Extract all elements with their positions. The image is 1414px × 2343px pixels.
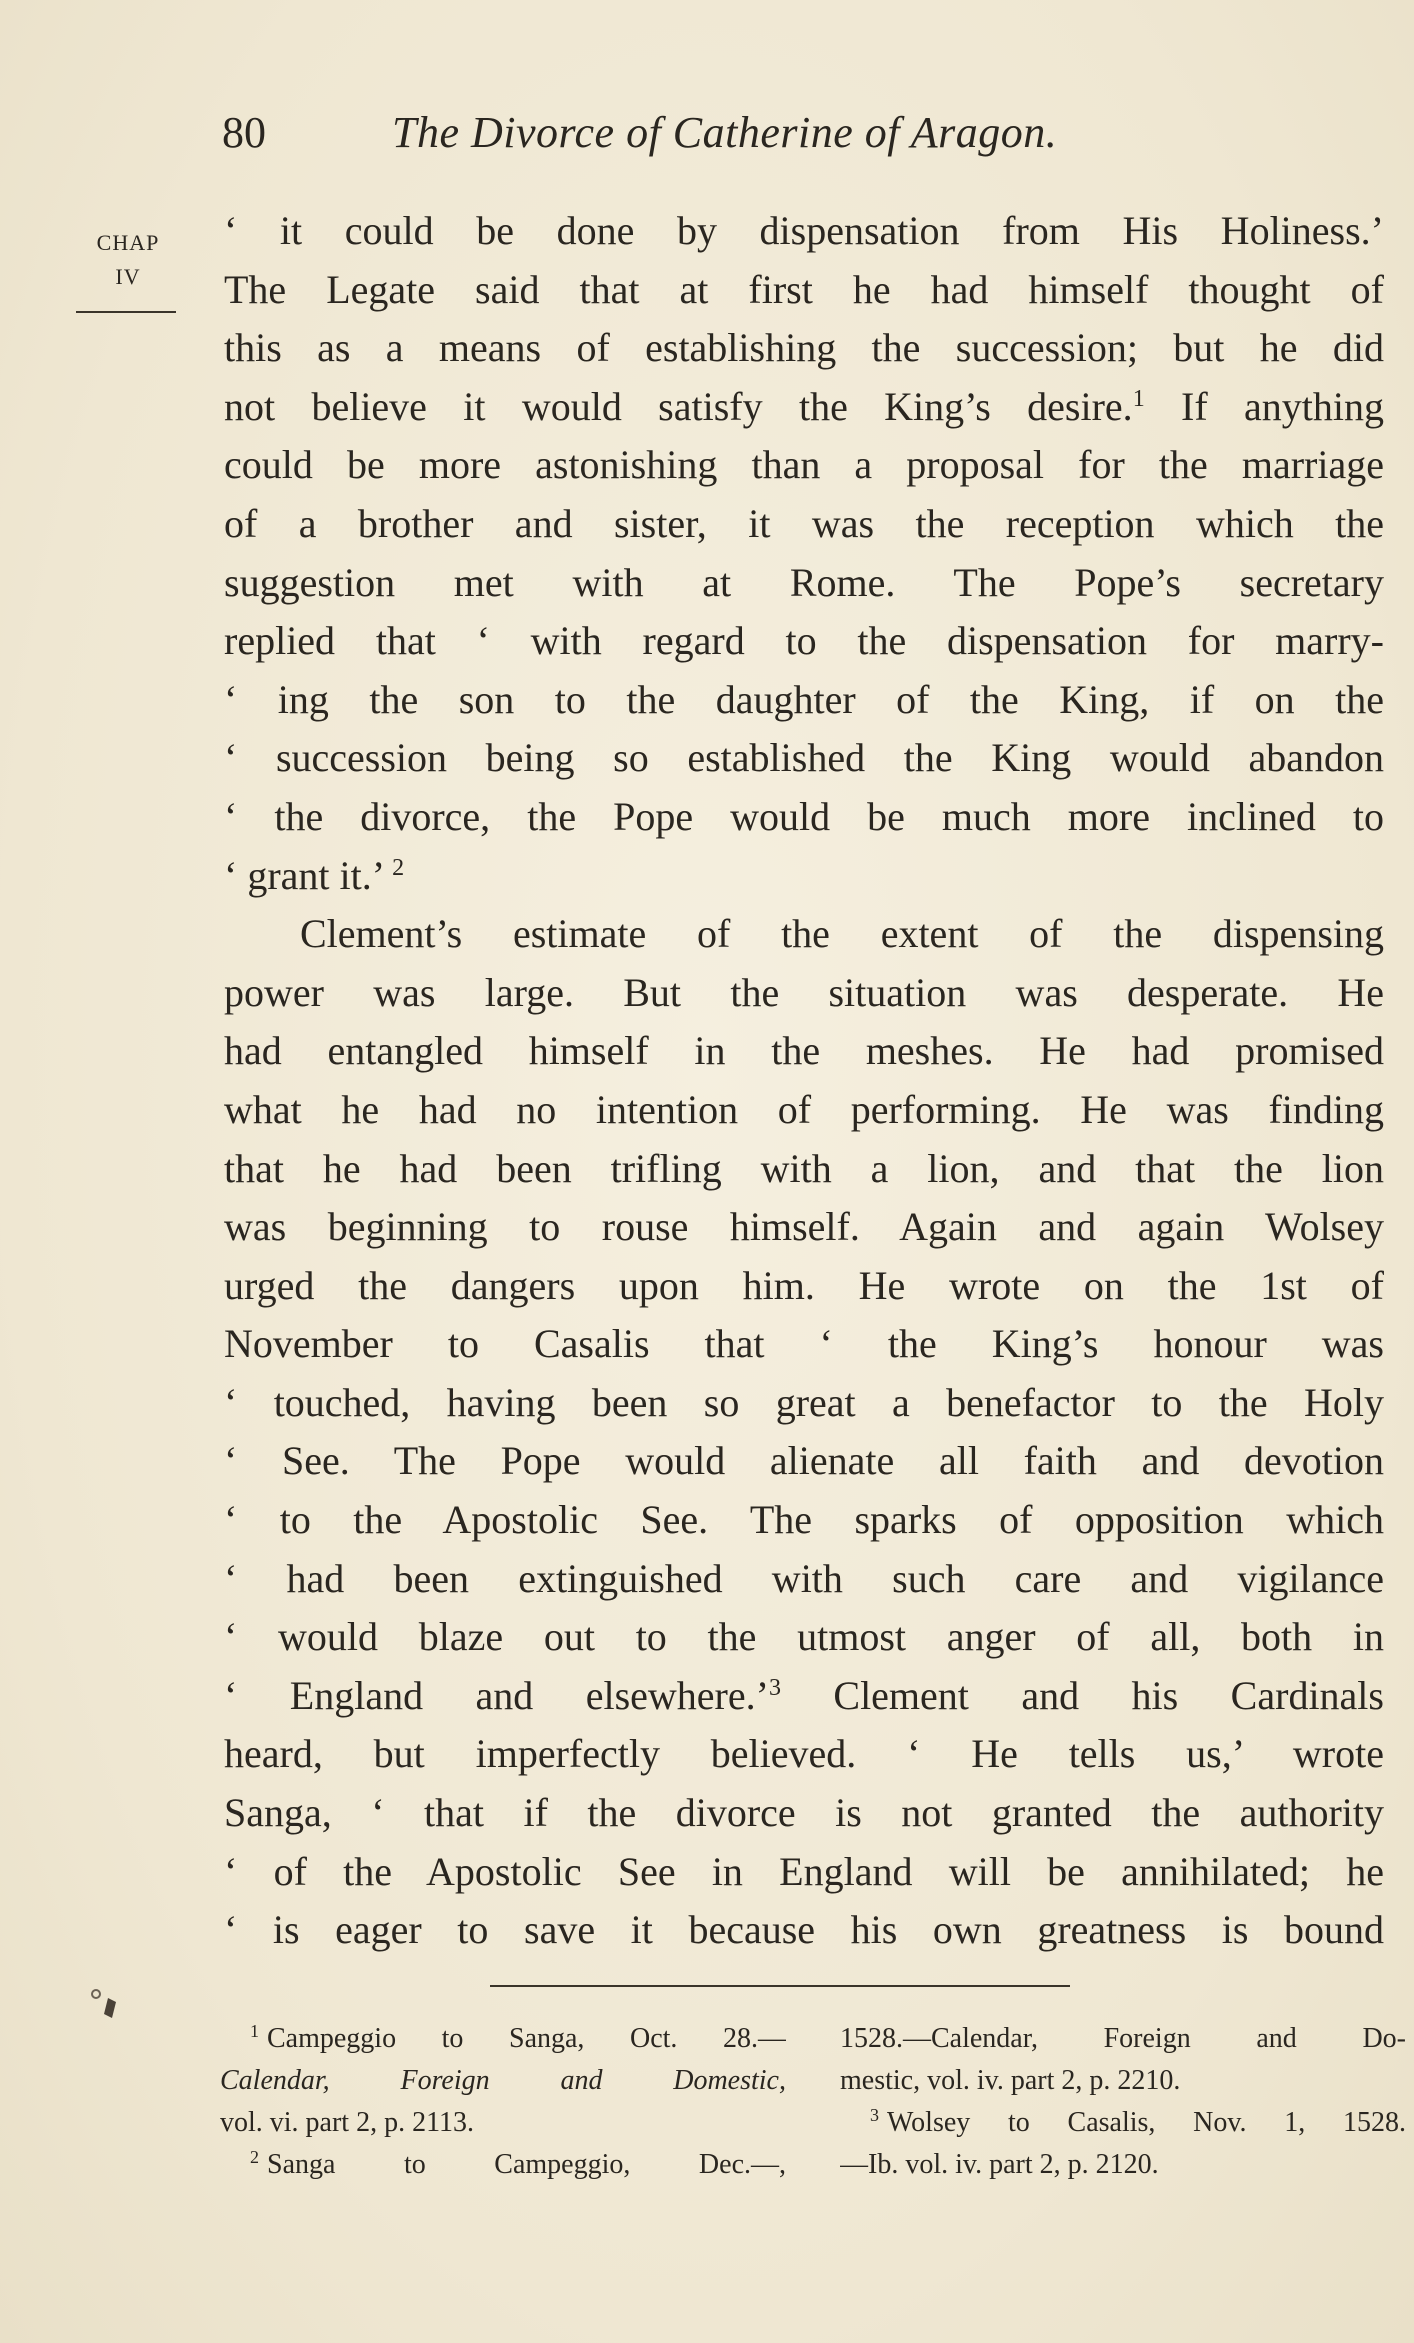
body-text — [224, 202, 1384, 1960]
text-line: ‘ the divorce, the Pope would be much more inclined to — [224, 793, 1384, 839]
text-line: urged the dangers upon him. He wrote on the 1st of — [224, 1262, 1384, 1308]
footnote-number: 3 — [870, 2105, 879, 2125]
footnote-line: Calendar, Foreign and Domestic, — [220, 2065, 786, 2096]
text-line-part: ‘ England and elsewhere.’ — [224, 1672, 769, 1718]
text-line: heard, but imperfectly believed. ‘ He tells us,’ wrote — [224, 1731, 1384, 1777]
page-number: 80 — [222, 108, 266, 157]
footnote-line: 1528.—Calendar, Foreign and Do- — [840, 2023, 1406, 2054]
footnote-line: —Ib. vol. iv. part 2, p. 2120. — [840, 2149, 1159, 2180]
text-line: had entangled himself in the meshes. He had promised — [224, 1028, 1384, 1074]
text-line: ‘ is eager to save it because his own greatness is bound — [224, 1907, 1384, 1953]
text-line: was beginning to rouse himself. Again and again Wolsey — [224, 1204, 1384, 1250]
footnote-text: Sanga to Campeggio, Dec.—, — [267, 2149, 786, 2180]
text-line: Sanga, ‘ that if the divorce is not granted the authority — [224, 1790, 1384, 1836]
chapter-label: CHAP — [96, 230, 160, 255]
footnote-text: Wolsey to Casalis, Nov. 1, 1528. — [887, 2107, 1406, 2138]
text-line: ‘ would blaze out to the utmost anger of all, both in — [224, 1614, 1384, 1660]
footnote-line — [220, 2018, 786, 2060]
text-line: ‘ had been extinguished with such care and vigilance — [224, 1555, 1384, 1601]
footnote-line: vol. vi. part 2, p. 2113. — [220, 2107, 475, 2138]
footnote-rule — [490, 1985, 1070, 1987]
footnote-marker: 1 — [1132, 385, 1145, 412]
text-line: replied that ‘ with regard to the dispensation for marry- — [224, 618, 1384, 664]
footnote-line — [840, 2102, 1406, 2144]
footnote-line — [220, 2144, 786, 2186]
text-line: ‘ it could be done by dispensation from His Holiness.’ — [224, 208, 1384, 253]
footnote-line: mestic, vol. iv. part 2, p. 2210. — [840, 2065, 1181, 2096]
footnote-number: 1 — [250, 2021, 259, 2041]
text-line-part: not believe it would satisfy the King’s desire. — [224, 383, 1133, 429]
margin-rule — [76, 311, 176, 313]
text-line: could be more astonishing than a proposal for the marriage — [224, 442, 1384, 488]
text-line: ‘ to the Apostolic See. The sparks of opposition which — [224, 1497, 1384, 1543]
text-line: The Legate said that at first he had himself thought of — [224, 266, 1384, 312]
text-line: that he had been trifling with a lion, and that the lion — [224, 1145, 1384, 1191]
footnotes — [220, 2018, 1406, 2186]
text-line: ‘ succession being so established the King would abandon — [224, 735, 1384, 781]
text-line: ‘ touched, having been so great a benefactor to the Holy — [224, 1379, 1384, 1425]
text-line: ‘ ing the son to the daughter of the King, if on the — [224, 676, 1384, 722]
paragraph-start-line: Clement’s estimate of the extent of the dispensing — [300, 911, 1384, 957]
text-line — [224, 847, 1384, 906]
text-line: what he had no intention of performing. He was finding — [224, 1086, 1384, 1132]
footnote-text: Campeggio to Sanga, Oct. 28.— — [267, 2023, 786, 2054]
text-line: of a brother and sister, it was the reception which the — [224, 500, 1384, 546]
running-header — [222, 105, 1057, 161]
text-line: ‘ of the Apostolic See in England will be annihilated; he — [224, 1848, 1384, 1894]
text-line — [224, 378, 1384, 437]
text-line-part: If anything — [1144, 383, 1384, 429]
footnote-number: 2 — [250, 2147, 259, 2167]
footnotes-left-column — [220, 2018, 786, 2186]
text-line: power was large. But the situation was desperate. He — [224, 969, 1384, 1015]
footnote-marker: 2 — [392, 854, 405, 881]
ink-blot-mark — [88, 1988, 124, 2028]
text-line: November to Casalis that ‘ the King’s honour was — [224, 1321, 1384, 1367]
text-line-part: Clement and his Cardinals — [780, 1672, 1384, 1718]
text-line: this as a means of establishing the succession; but he did — [224, 325, 1384, 371]
chapter-margin-note — [78, 226, 178, 294]
chapter-number: IV — [115, 264, 141, 289]
running-title: The Divorce of Catherine of Aragon. — [392, 108, 1058, 157]
footnote-marker: 3 — [768, 1674, 781, 1701]
text-line: suggestion met with at Rome. The Pope’s secretary — [224, 559, 1384, 605]
footnotes-right-column — [840, 2018, 1406, 2186]
text-line: ‘ See. The Pope would alienate all faith and devotion — [224, 1438, 1384, 1484]
text-line-part: ‘ grant it.’ — [224, 852, 383, 898]
text-line — [224, 1667, 1384, 1726]
